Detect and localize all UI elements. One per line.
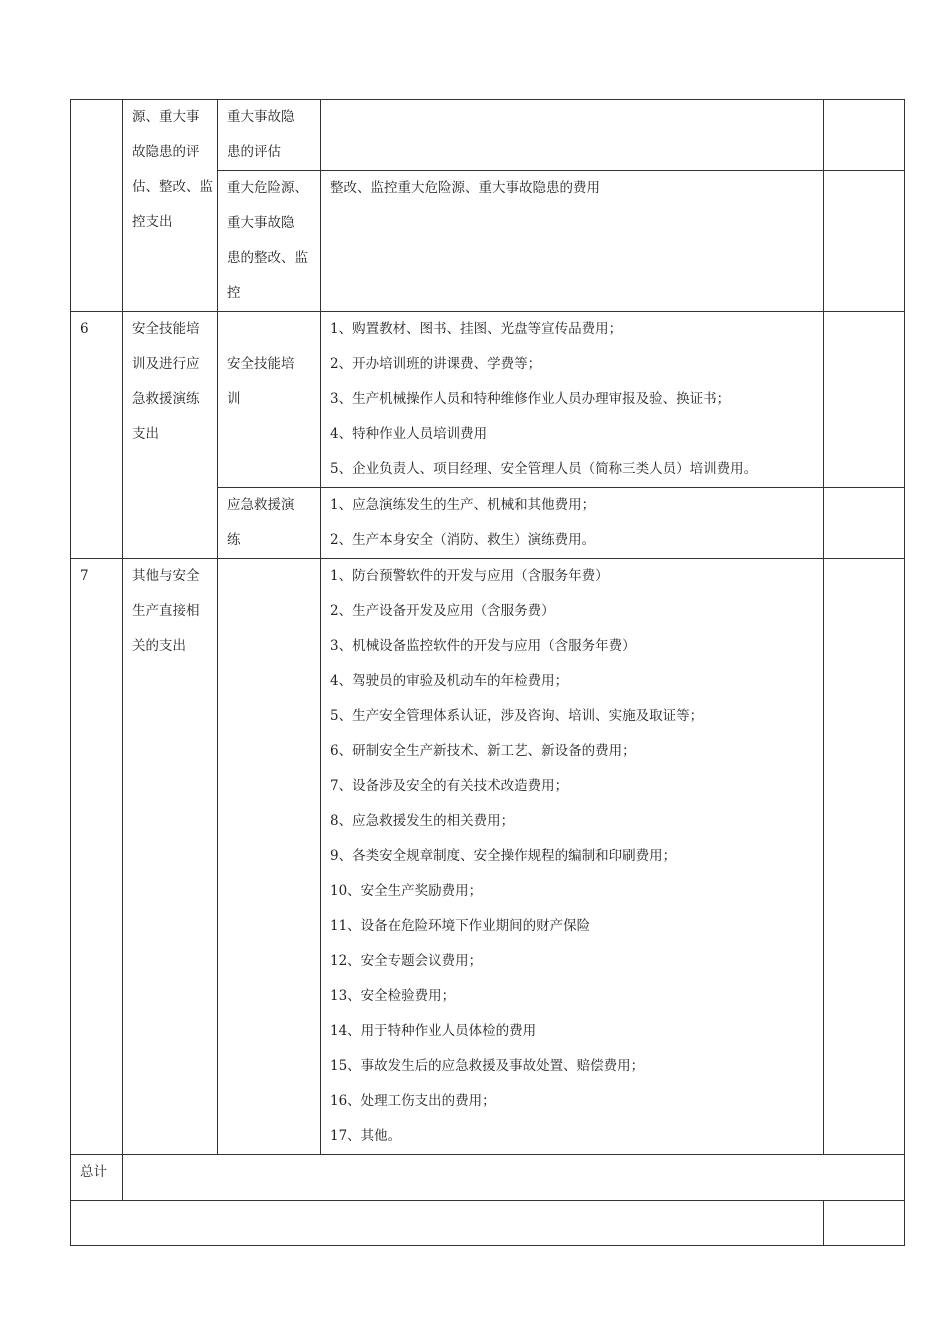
list-item: 11、设备在危险环境下作业期间的财产保险 — [330, 918, 591, 934]
list-item: 3、生产机械操作人员和特种维修作业人员办理审报及验、换证书； — [330, 391, 731, 407]
amount-cell — [824, 488, 905, 559]
category-cell: 其他与安全 生产直接相 关的支出 — [123, 559, 218, 1155]
list-item: 1、防台预警软件的开发与应用（含服务年费） — [330, 568, 609, 584]
number-cell: 6 — [71, 312, 123, 559]
list-item: 16、处理工伤支出的费用； — [330, 1093, 496, 1109]
content-cell — [321, 488, 824, 559]
table-row — [71, 100, 905, 171]
subcategory-cell — [218, 559, 321, 1155]
list-item: 2、生产本身安全（消防、救生）演练费用。 — [330, 532, 596, 548]
blank-cell — [71, 1201, 824, 1246]
category-cell: 安全技能培 训及进行应 急救援演练 支出 — [123, 312, 218, 559]
content-cell — [321, 559, 824, 1155]
amount-cell — [824, 312, 905, 488]
list-item: 1、购置教材、图书、挂图、光盘等宣传品费用； — [330, 321, 623, 337]
amount-cell — [824, 100, 905, 171]
list-item: 15、事故发生后的应急救援及事故处置、赔偿费用； — [330, 1058, 645, 1074]
content-cell — [321, 100, 824, 171]
expense-table — [70, 99, 905, 1246]
subcategory-cell: 安全技能培 训 — [218, 312, 321, 488]
list-item: 5、生产安全管理体系认证，涉及咨询、培训、实施及取证等； — [330, 708, 704, 724]
subcategory-cell: 重大事故隐 患的评估 — [218, 100, 321, 171]
list-item: 5、企业负责人、项目经理、安全管理人员（简称三类人员）培训费用。 — [330, 461, 758, 477]
table-row — [71, 312, 905, 488]
list-item: 17、其他。 — [330, 1128, 402, 1144]
total-value — [123, 1155, 905, 1201]
list-item: 1、应急演练发生的生产、机械和其他费用； — [330, 497, 596, 513]
list-item: 13、安全检验费用； — [330, 988, 456, 1004]
list-item: 2、开办培训班的讲课费、学费等； — [330, 356, 542, 372]
list-item: 14、用于特种作业人员体检的费用 — [330, 1023, 537, 1039]
list-item: 4、驾驶员的审验及机动车的年检费用； — [330, 673, 569, 689]
amount-cell — [824, 559, 905, 1155]
list-item: 2、生产设备开发及应用（含服务费） — [330, 603, 555, 619]
subcategory-cell: 重大危险源、 重大事故隐 患的整改、监 控 — [218, 171, 321, 312]
amount-cell — [824, 171, 905, 312]
list-item: 8、应急救援发生的相关费用； — [330, 813, 515, 829]
total-label: 总计 — [71, 1155, 123, 1201]
blank-row — [71, 1201, 905, 1246]
table-row — [71, 559, 905, 1155]
blank-amount-cell — [824, 1201, 905, 1246]
list-item: 12、安全专题会议费用； — [330, 953, 483, 969]
content-cell: 整改、监控重大危险源、重大事故隐患的费用 — [321, 171, 824, 312]
list-item: 9、各类安全规章制度、安全操作规程的编制和印刷费用； — [330, 848, 677, 864]
number-cell: 7 — [71, 559, 123, 1155]
subcategory-cell: 应急救援演 练 — [218, 488, 321, 559]
list-item: 6、研制安全生产新技术、新工艺、新设备的费用； — [330, 743, 636, 759]
number-cell — [71, 100, 123, 312]
content-cell — [321, 312, 824, 488]
list-item: 10、安全生产奖励费用； — [330, 883, 483, 899]
list-item: 7、设备涉及安全的有关技术改造费用； — [330, 778, 569, 794]
list-item: 3、机械设备监控软件的开发与应用（含服务年费） — [330, 638, 636, 654]
category-cell: 源、重大事 故隐患的评 估、整改、监 控支出 — [123, 100, 218, 312]
total-row — [71, 1155, 905, 1201]
list-item: 4、特种作业人员培训费用 — [330, 426, 488, 442]
